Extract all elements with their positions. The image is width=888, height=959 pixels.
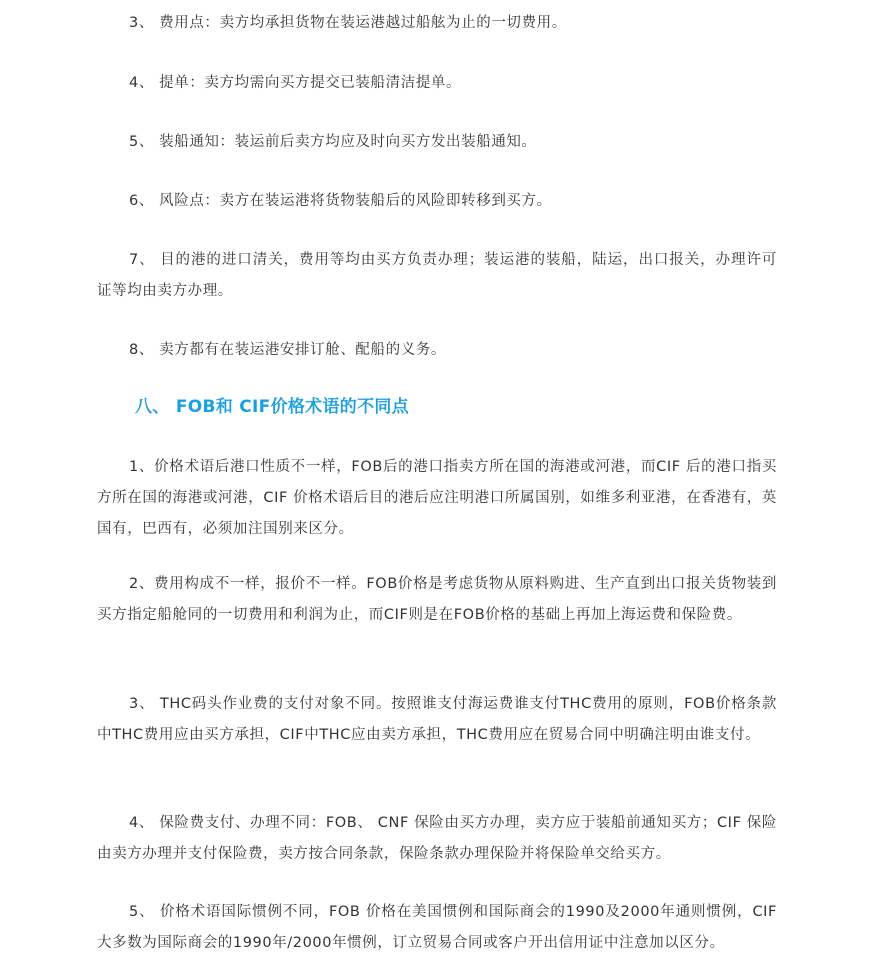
list-item: 3、 THC码头作业费的支付对象不同。按照谁支付海运费谁支付THC费用的原则，FOB价格条款中THC费用应由买方承担，CIF中THC应由卖方承担，THC费用应在贸易合同中明确注明由谁支付。 (97, 696, 777, 743)
list-item: 4、 保险费支付、办理不同：FOB、 CNF 保险由买方办理，卖方应于装船前通知买方；CIF 保险由卖方办理并支付保险费，卖方按合同条款，保险条款办理保险并将保险单交给买方。 (97, 815, 777, 862)
list-item: 8、 卖方都有在装运港安排订舱、配船的义务。 (129, 342, 447, 358)
list-item: 5、 装船通知：装运前后卖方均应及时向买方发出装船通知。 (129, 134, 537, 150)
list-item: 2、费用构成不一样，报价不一样。FOB价格是考虑货物从原料购进、生产直到出口报关货物装到买方指定船舱同的一切费用和利润为止，而CIF则是在FOB价格的基础上再加上海运费和保险费。 (97, 576, 777, 623)
section-heading: 八、 FOB和 CIF价格术语的不同点 (135, 397, 409, 417)
list-item: 1、价格术语后港口性质不一样，FOB后的港口指卖方所在国的海港或河港，而CIF 后的港口指买方所在国的海港或河港，CIF 价格术语后目的港后应注明港口所属国别，如维多利亚港，在香港有，英国有，巴西有，必须加注国别来区分。 (97, 459, 777, 537)
list-item: 4、 提单：卖方均需向买方提交已装船清洁提单。 (129, 75, 462, 91)
list-item: 7、 目的港的进口清关，费用等均由买方负责办理；装运港的装船，陆运，出口报关，办理许可证等均由卖方办理。 (97, 252, 777, 299)
list-item: 5、 价格术语国际惯例不同，FOB 价格在美国惯例和国际商会的1990及2000年通则惯例，CIF大多数为国际商会的1990年/2000年惯例，订立贸易合同或客户开出信用证中注意加以区分。 (97, 904, 777, 951)
list-item: 6、 风险点：卖方在装运港将货物装船后的风险即转移到买方。 (129, 193, 552, 209)
list-item: 3、 费用点：卖方均承担货物在装运港越过船舷为止的一切费用。 (129, 15, 567, 31)
